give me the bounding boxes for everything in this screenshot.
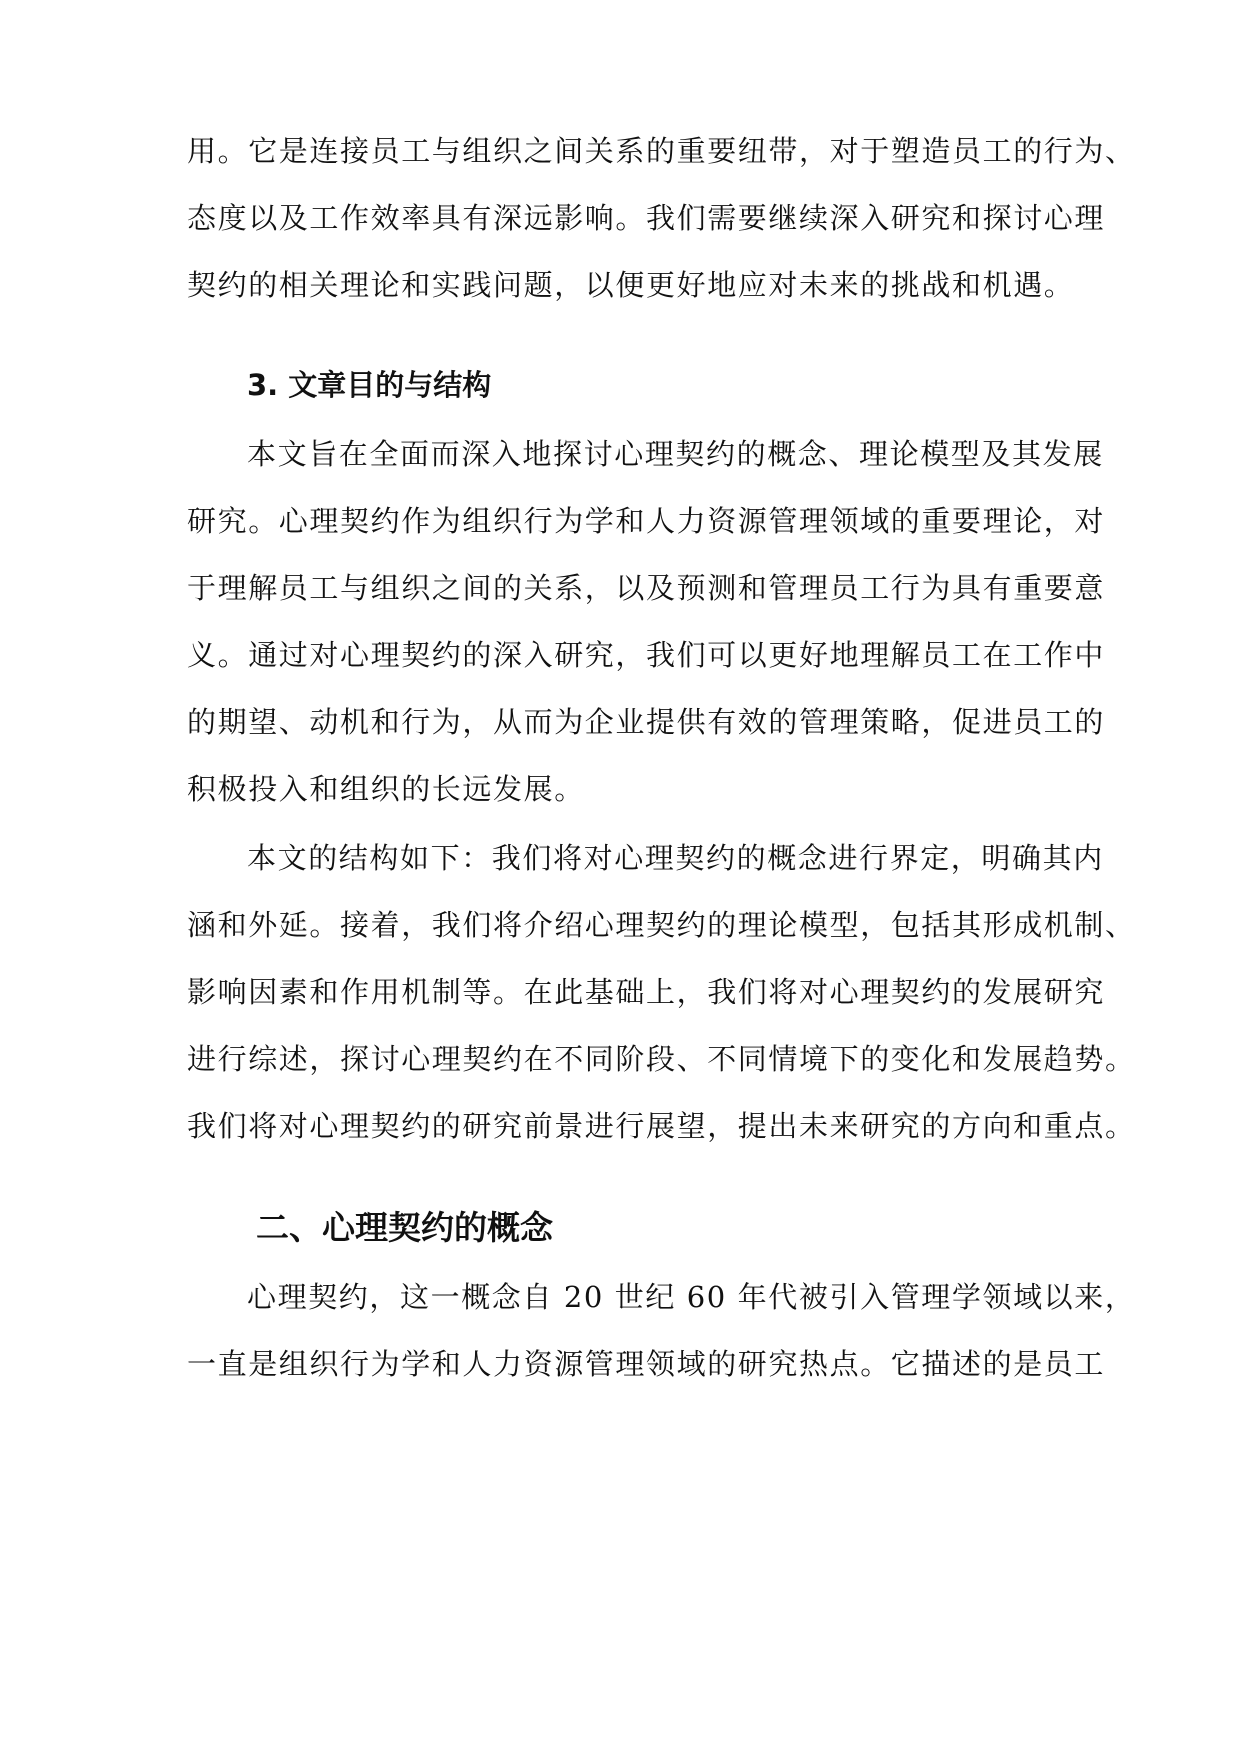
paragraph-line: 心理契约，这一概念自 20 世纪 60 年代被引入管理学领域以来， [247, 1280, 1136, 1314]
paragraph-line: 积极投入和组织的长远发展。 [187, 772, 585, 806]
paragraph-line: 契约的相关理论和实践问题，以便更好地应对未来的挑战和机遇。 [187, 268, 1075, 302]
chapter-heading: 二、心理契约的概念 [256, 1208, 553, 1247]
paragraph-line: 本文的结构如下：我们将对心理契约的概念进行界定，明确其内 [247, 841, 1104, 875]
paragraph-line: 的期望、动机和行为，从而为企业提供有效的管理策略，促进员工的 [187, 705, 1106, 739]
paragraph-line: 本文旨在全面而深入地探讨心理契约的概念、理论模型及其发展 [247, 437, 1104, 471]
paragraph-line: 进行综述，探讨心理契约在不同阶段、不同情境下的变化和发展趋势。 [187, 1042, 1136, 1076]
paragraph-line: 一直是组织行为学和人力资源管理领域的研究热点。它描述的是员工 [187, 1347, 1106, 1381]
section-heading: 3. 文章目的与结构 [247, 368, 492, 402]
paragraph-line: 义。通过对心理契约的深入研究，我们可以更好地理解员工在工作中 [187, 638, 1106, 672]
paragraph-line: 用。它是连接员工与组织之间关系的重要纽带，对于塑造员工的行为、 [187, 134, 1136, 168]
paragraph-line: 影响因素和作用机制等。在此基础上，我们将对心理契约的发展研究 [187, 975, 1106, 1009]
paragraph-line: 涵和外延。接着，我们将介绍心理契约的理论模型，包括其形成机制、 [187, 908, 1136, 942]
paragraph-line: 我们将对心理契约的研究前景进行展望，提出未来研究的方向和重点。 [187, 1109, 1136, 1143]
paragraph-line: 态度以及工作效率具有深远影响。我们需要继续深入研究和探讨心理 [187, 201, 1106, 235]
paragraph-line: 研究。心理契约作为组织行为学和人力资源管理领域的重要理论，对 [187, 504, 1106, 538]
paragraph-line: 于理解员工与组织之间的关系，以及预测和管理员工行为具有重要意 [187, 571, 1106, 605]
